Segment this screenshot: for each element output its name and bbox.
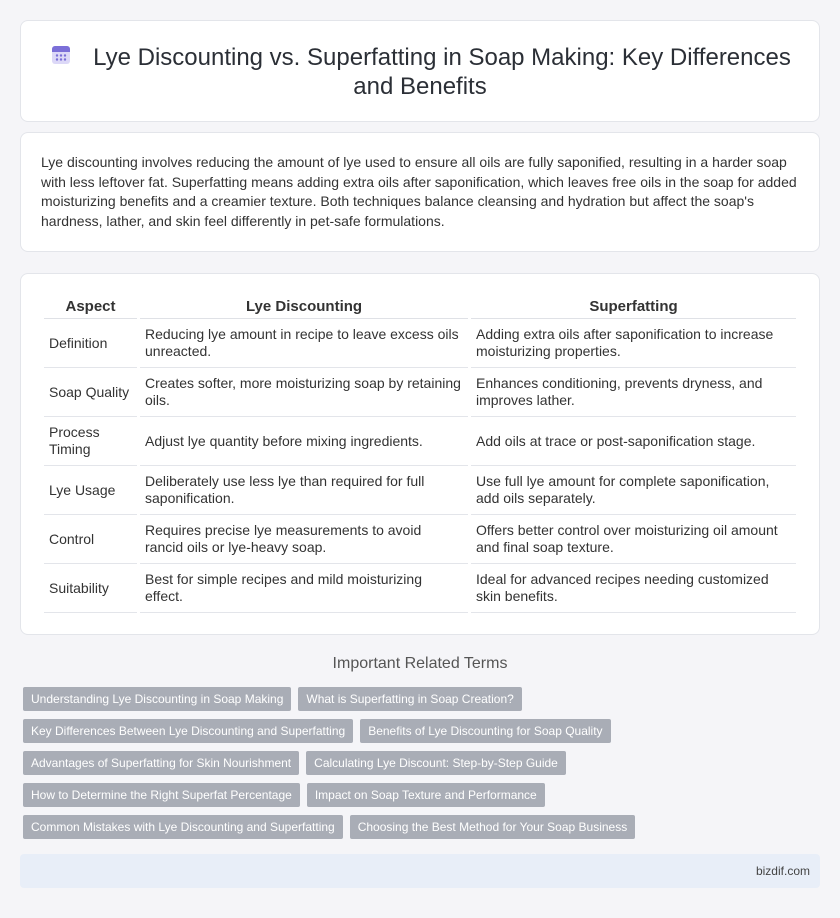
row-superfatting: Ideal for advanced recipes needing customized skin benefits. bbox=[471, 564, 796, 613]
related-term-tag[interactable]: Calculating Lye Discount: Step-by-Step Guide bbox=[306, 751, 566, 775]
intro-card bbox=[20, 132, 820, 252]
page-title: Lye Discounting vs. Superfatting in Soap Making: Key Differences and Benefits bbox=[93, 44, 791, 100]
row-aspect: Process Timing bbox=[44, 417, 137, 466]
title-card bbox=[20, 20, 820, 122]
related-term-tag[interactable]: How to Determine the Right Superfat Percentage bbox=[23, 783, 300, 807]
comparison-table-card bbox=[20, 273, 820, 635]
related-term-tag[interactable]: Choosing the Best Method for Your Soap Business bbox=[350, 815, 636, 839]
header-aspect: Aspect bbox=[44, 294, 137, 319]
row-aspect: Lye Usage bbox=[44, 466, 137, 515]
tag-row bbox=[23, 687, 823, 711]
row-superfatting: Offers better control over moisturizing oil amount and final soap texture. bbox=[471, 515, 796, 564]
row-lye-discounting: Deliberately use less lye than required for full saponification. bbox=[140, 466, 468, 515]
row-superfatting: Adding extra oils after saponification to increase moisturizing properties. bbox=[471, 319, 796, 368]
footer-site-link[interactable]: bizdif.com bbox=[755, 864, 810, 878]
row-lye-discounting: Reducing lye amount in recipe to leave excess oils unreacted. bbox=[140, 319, 468, 368]
row-lye-discounting: Best for simple recipes and mild moisturizing effect. bbox=[140, 564, 468, 613]
table-row bbox=[44, 564, 796, 613]
row-superfatting: Enhances conditioning, prevents dryness, and improves lather. bbox=[471, 368, 796, 417]
table-row bbox=[44, 368, 796, 417]
related-terms-heading: Important Related Terms bbox=[332, 655, 508, 672]
related-terms-list bbox=[23, 687, 823, 847]
footer-bar bbox=[20, 854, 820, 888]
related-term-tag[interactable]: Common Mistakes with Lye Discounting and Superfatting bbox=[23, 815, 343, 839]
related-term-tag[interactable]: Benefits of Lye Discounting for Soap Quality bbox=[360, 719, 610, 743]
row-aspect: Soap Quality bbox=[44, 368, 137, 417]
row-lye-discounting: Adjust lye quantity before mixing ingredients. bbox=[140, 417, 468, 466]
tag-row bbox=[23, 751, 823, 775]
tag-row bbox=[23, 719, 823, 743]
page-title-wrap bbox=[41, 43, 799, 101]
tag-row bbox=[23, 815, 823, 839]
related-term-tag[interactable]: Understanding Lye Discounting in Soap Making bbox=[23, 687, 291, 711]
related-term-tag[interactable]: Key Differences Between Lye Discounting and Superfatting bbox=[23, 719, 353, 743]
table-row bbox=[44, 466, 796, 515]
calendar-icon bbox=[49, 43, 73, 67]
row-lye-discounting: Creates softer, more moisturizing soap by retaining oils. bbox=[140, 368, 468, 417]
header-superfatting: Superfatting bbox=[471, 294, 796, 319]
table-row bbox=[44, 319, 796, 368]
related-term-tag[interactable]: Impact on Soap Texture and Performance bbox=[307, 783, 545, 807]
intro-paragraph: Lye discounting involves reducing the amount of lye used to ensure all oils are fully saponified, resulting in a harder soap with less leftover fat. Superfatting means adding extra oils after saponification, which leaves free oils in the soap for added moisturizing benefits and a creamier texture. Both techniques balance cleansing and hydration but affect the soap's hardness, lather, and skin feel differently in pet-safe formulations. bbox=[41, 154, 797, 229]
row-superfatting: Use full lye amount for complete saponification, add oils separately. bbox=[471, 466, 796, 515]
related-term-tag[interactable]: What is Superfatting in Soap Creation? bbox=[298, 687, 521, 711]
row-superfatting: Add oils at trace or post-saponification stage. bbox=[471, 417, 796, 466]
related-term-tag[interactable]: Advantages of Superfatting for Skin Nourishment bbox=[23, 751, 299, 775]
row-aspect: Suitability bbox=[44, 564, 137, 613]
header-lye-discounting: Lye Discounting bbox=[140, 294, 468, 319]
row-lye-discounting: Requires precise lye measurements to avoid rancid oils or lye-heavy soap. bbox=[140, 515, 468, 564]
row-aspect: Definition bbox=[44, 319, 137, 368]
row-aspect: Control bbox=[44, 515, 137, 564]
table-row bbox=[44, 417, 796, 466]
tag-row bbox=[23, 783, 823, 807]
table-header-row bbox=[44, 294, 796, 319]
table-row bbox=[44, 515, 796, 564]
comparison-table bbox=[41, 294, 799, 613]
